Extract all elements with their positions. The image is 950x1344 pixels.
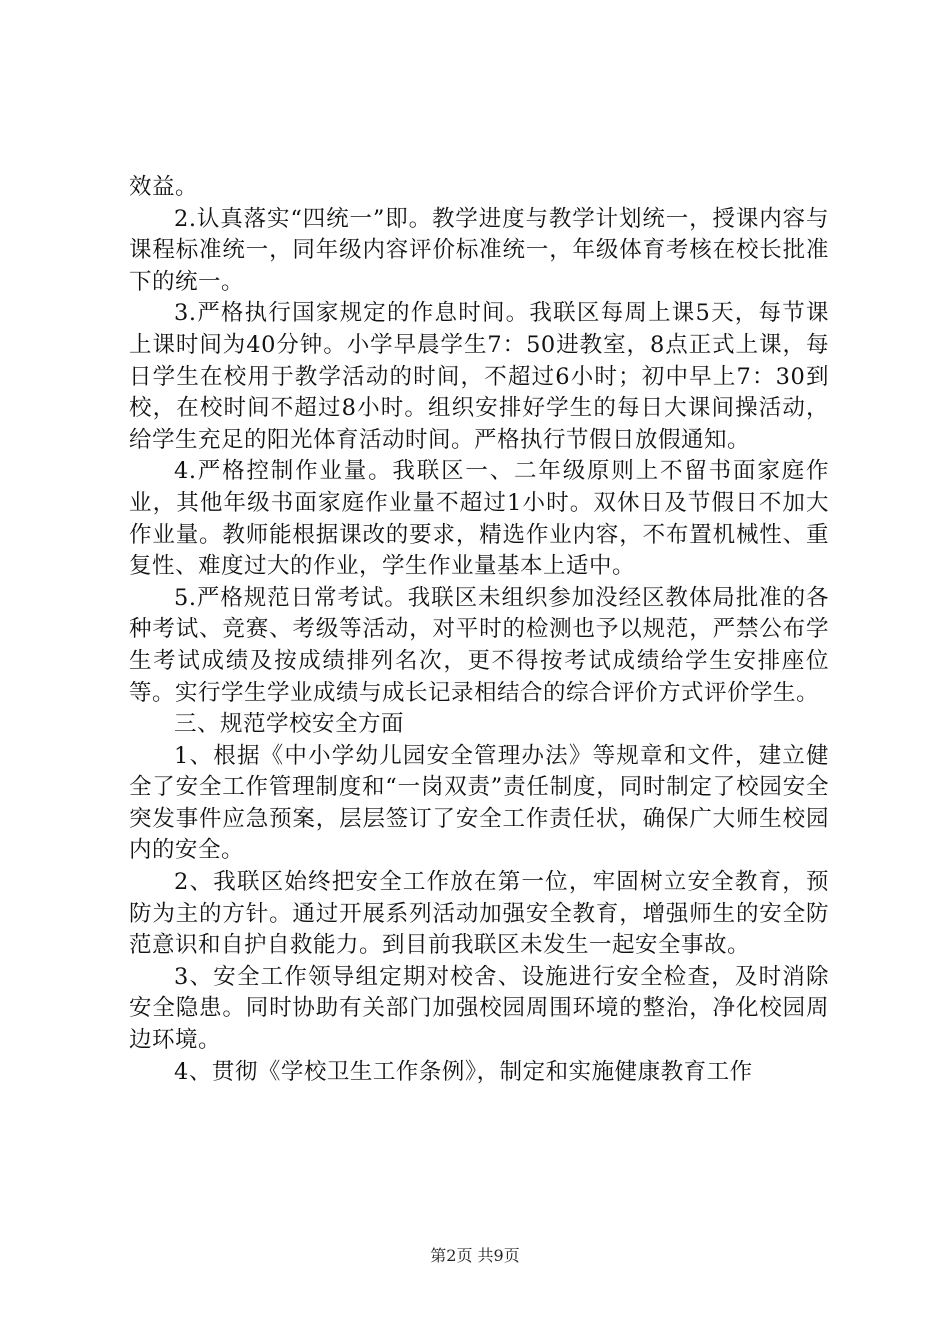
section-heading: 三、规范学校安全方面 — [174, 711, 405, 738]
paragraph-continuation: 效益。 — [129, 174, 199, 200]
paragraph-item-3: 3.严格执行国家规定的作息时间。我联区每周上课5天，每节课上课时间为40分钟。小学早晨学生7：50进教室，8点正式上课，每日学生在校用于教学活动的时间，不超过6小时；初中早上7：30到校，在校时间不超过8小时。组织安排好学生的每日大课间操活动，给学生充足的阳光体育活动时间。严格执行节假日放假通知。 — [129, 300, 829, 453]
paragraph-safety-4: 4、贯彻《学校卫生工作条例》，制定和实施健康教育工作 — [174, 1058, 753, 1085]
page-number: 第2页 共9页 — [430, 1246, 520, 1265]
paragraph-item-2: 2.认真落实“四统一”即。教学进度与教学计划统一，授课内容与课程标准统一，同年级内容评价标准统一，年级体育考核在校长批准下的统一。 — [129, 205, 829, 295]
paragraph-item-4: 4.严格控制作业量。我联区一、二年级原则上不留书面家庭作业，其他年级书面家庭作业量不超过1小时。双休日及节假日不加大作业量。教师能根据课改的要求，精选作业内容，不布置机械性、重复性、难度过大的作业，学生作业量基本上适中。 — [129, 458, 829, 580]
paragraph-safety-1: 1、根据《中小学幼儿园安全管理办法》等规章和文件，建立健全了安全工作管理制度和“一岗双责”责任制度，同时制定了校园安全突发事件应急预案，层层签订了安全工作责任状，确保广大师生校园内的安全。 — [129, 742, 829, 864]
paragraph-safety-3: 3、安全工作领导组定期对校舍、设施进行安全检查，及时消除安全隐患。同时协助有关部门加强校园周围环境的整治，净化校园周边环境。 — [129, 963, 829, 1054]
document-body — [129, 172, 829, 1088]
paragraph-safety-2: 2、我联区始终把安全工作放在第一位，牢固树立安全教育，预防为主的方针。通过开展系列活动加强安全教育，增强师生的安全防范意识和自护自救能力。到目前我联区未发生一起安全事故。 — [129, 869, 829, 959]
paragraph-item-5: 5.严格规范日常考试。我联区未组织参加没经区教体局批准的各种考试、竞赛、考级等活动，对平时的检测也予以规范，严禁公布学生考试成绩及按成绩排列名次，更不得按考试成绩给学生安排座位等。实行学生学业成绩与成长记录相结合的综合评价方式评价学生。 — [129, 584, 829, 706]
